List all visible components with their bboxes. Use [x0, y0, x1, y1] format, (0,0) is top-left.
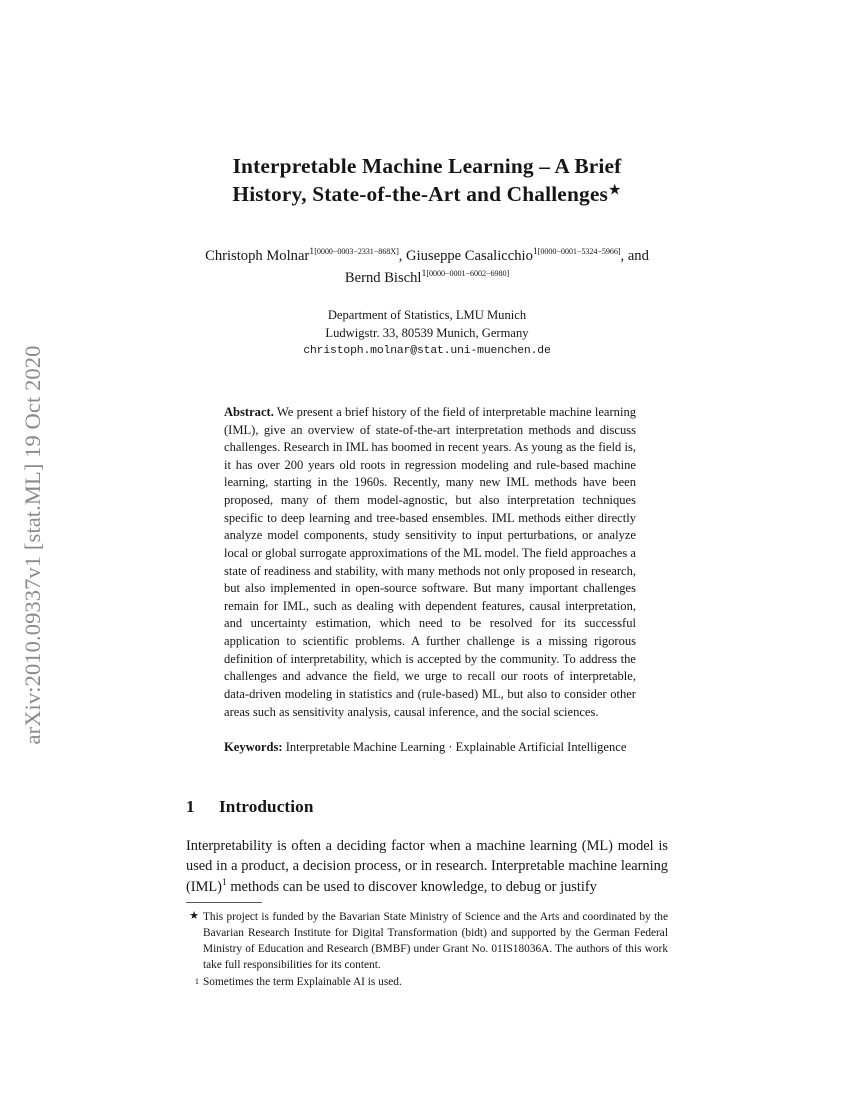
keywords-heading: Keywords: [224, 740, 283, 755]
arxiv-stamp-text: arXiv:2010.09337v1 [stat.ML] 19 Oct 2020 [20, 345, 45, 745]
page-title [186, 0, 668, 209]
author-1-affiliation-marker: 1 [309, 245, 315, 257]
keywords-block [224, 739, 636, 757]
contact-email[interactable]: christoph.molnar@stat.uni-muenchen.de [303, 345, 551, 357]
author-2-name: Giuseppe Casalicchio [406, 248, 533, 264]
abstract-text: We present a brief history of the field of interpretable machine learning (IML), give an overview of state-of-the-art interpretation methods and discuss challenges. Research in IML has boomed in recent years. As young as the field is, it has over 200 years old roots in regression modeling and rule-based machine learning, starting in the 1960s. Recently, many new IML methods have been proposed, many of them model-agnostic, but also interpretation techniques specific to deep learning and tree-based ensembles. IML methods either directly analyze model components, study sensitivity to input perturbations, or analyze local or global surrogate approximations of the ML model. The field approaches a state of readiness and stability, with many methods not only proposed in research, but also implemented in open-source software. But many important challenges remain for IML, such as dealing with dependent features, causal interpretation, and uncertainty estimation, which need to be resolved for its successful application to scientific problems. A further challenge is a missing rigorous definition of interpretability, which is accepted by the community. To address the challenges and advance the field, we urge to recall our roots of interpretable, data-driven modeling in statistics and (rule-based) ML, but also to consider other areas such as sensitivity analysis, causal inference, and the social sciences. [224, 404, 636, 719]
footnote-marker: ★ [189, 910, 199, 923]
introduction-paragraph [186, 836, 668, 898]
keywords-text: Interpretable Machine Learning · Explainable Artificial Intelligence [285, 740, 627, 755]
footnote-marker: 1 [194, 976, 199, 987]
title-footnote-marker: ★ [607, 182, 622, 199]
author-2-affiliation-marker: 1 [532, 245, 538, 257]
footnote-text: Sometimes the term Explainable AI is used. [203, 976, 402, 989]
introduction-text-part-2: methods can be used to discover knowledge, to debug or justify [226, 879, 597, 896]
affiliation-address: Ludwigstr. 33, 80539 Munich, Germany [325, 326, 529, 341]
affiliation-block [186, 306, 668, 360]
section-heading-introduction [186, 797, 668, 817]
author-separator-2: , and [620, 248, 649, 264]
author-3-name: Bernd Bischl [344, 269, 422, 286]
author-1-name: Christoph Molnar [205, 248, 310, 264]
author-list [186, 245, 668, 289]
author-1-orcid: [0000−0003−2331−868X] [314, 247, 399, 257]
footnote-reference-1[interactable]: 1 [221, 877, 227, 889]
footnote-text: This project is funded by the Bavarian State Ministry of Science and the Arts and coordinated by the Bavarian Research Institute for Digital Transformation (bidt) and supported by the German Federal Ministry of Education and Research (BMBF) under Grant No. 01IS18036A. The authors of this work take full responsibilities for its content. [203, 911, 668, 972]
section-number: 1 [186, 796, 195, 816]
author-3-affiliation-marker: 1 [421, 267, 427, 279]
paper-page [186, 0, 668, 1100]
section-title: Introduction [219, 796, 314, 816]
title-line-1: Interpretable Machine Learning – A Brief [232, 154, 622, 178]
affiliation-department: Department of Statistics, LMU Munich [327, 307, 527, 322]
footnote-separator-rule [186, 902, 262, 903]
author-3-orcid: [0000−0001−6002−6980] [426, 269, 510, 279]
author-2-orcid: [0000−0001−5324−5966] [537, 247, 621, 257]
introduction-text-part-1: Interpretability is often a deciding factor when a machine learning (ML) model is used in a product, a decision process, or in research. Interpretable machine learning (IML) [186, 837, 668, 896]
footnote-item [186, 910, 668, 974]
abstract-block [224, 404, 636, 721]
footnote-item [186, 975, 668, 991]
author-separator-1: , [398, 248, 407, 264]
arxiv-stamp [0, 0, 66, 1100]
title-line-2: History, State-of-the-Art and Challenges [232, 182, 608, 207]
footnote-list [186, 910, 668, 991]
abstract-heading: Abstract. [224, 404, 274, 419]
